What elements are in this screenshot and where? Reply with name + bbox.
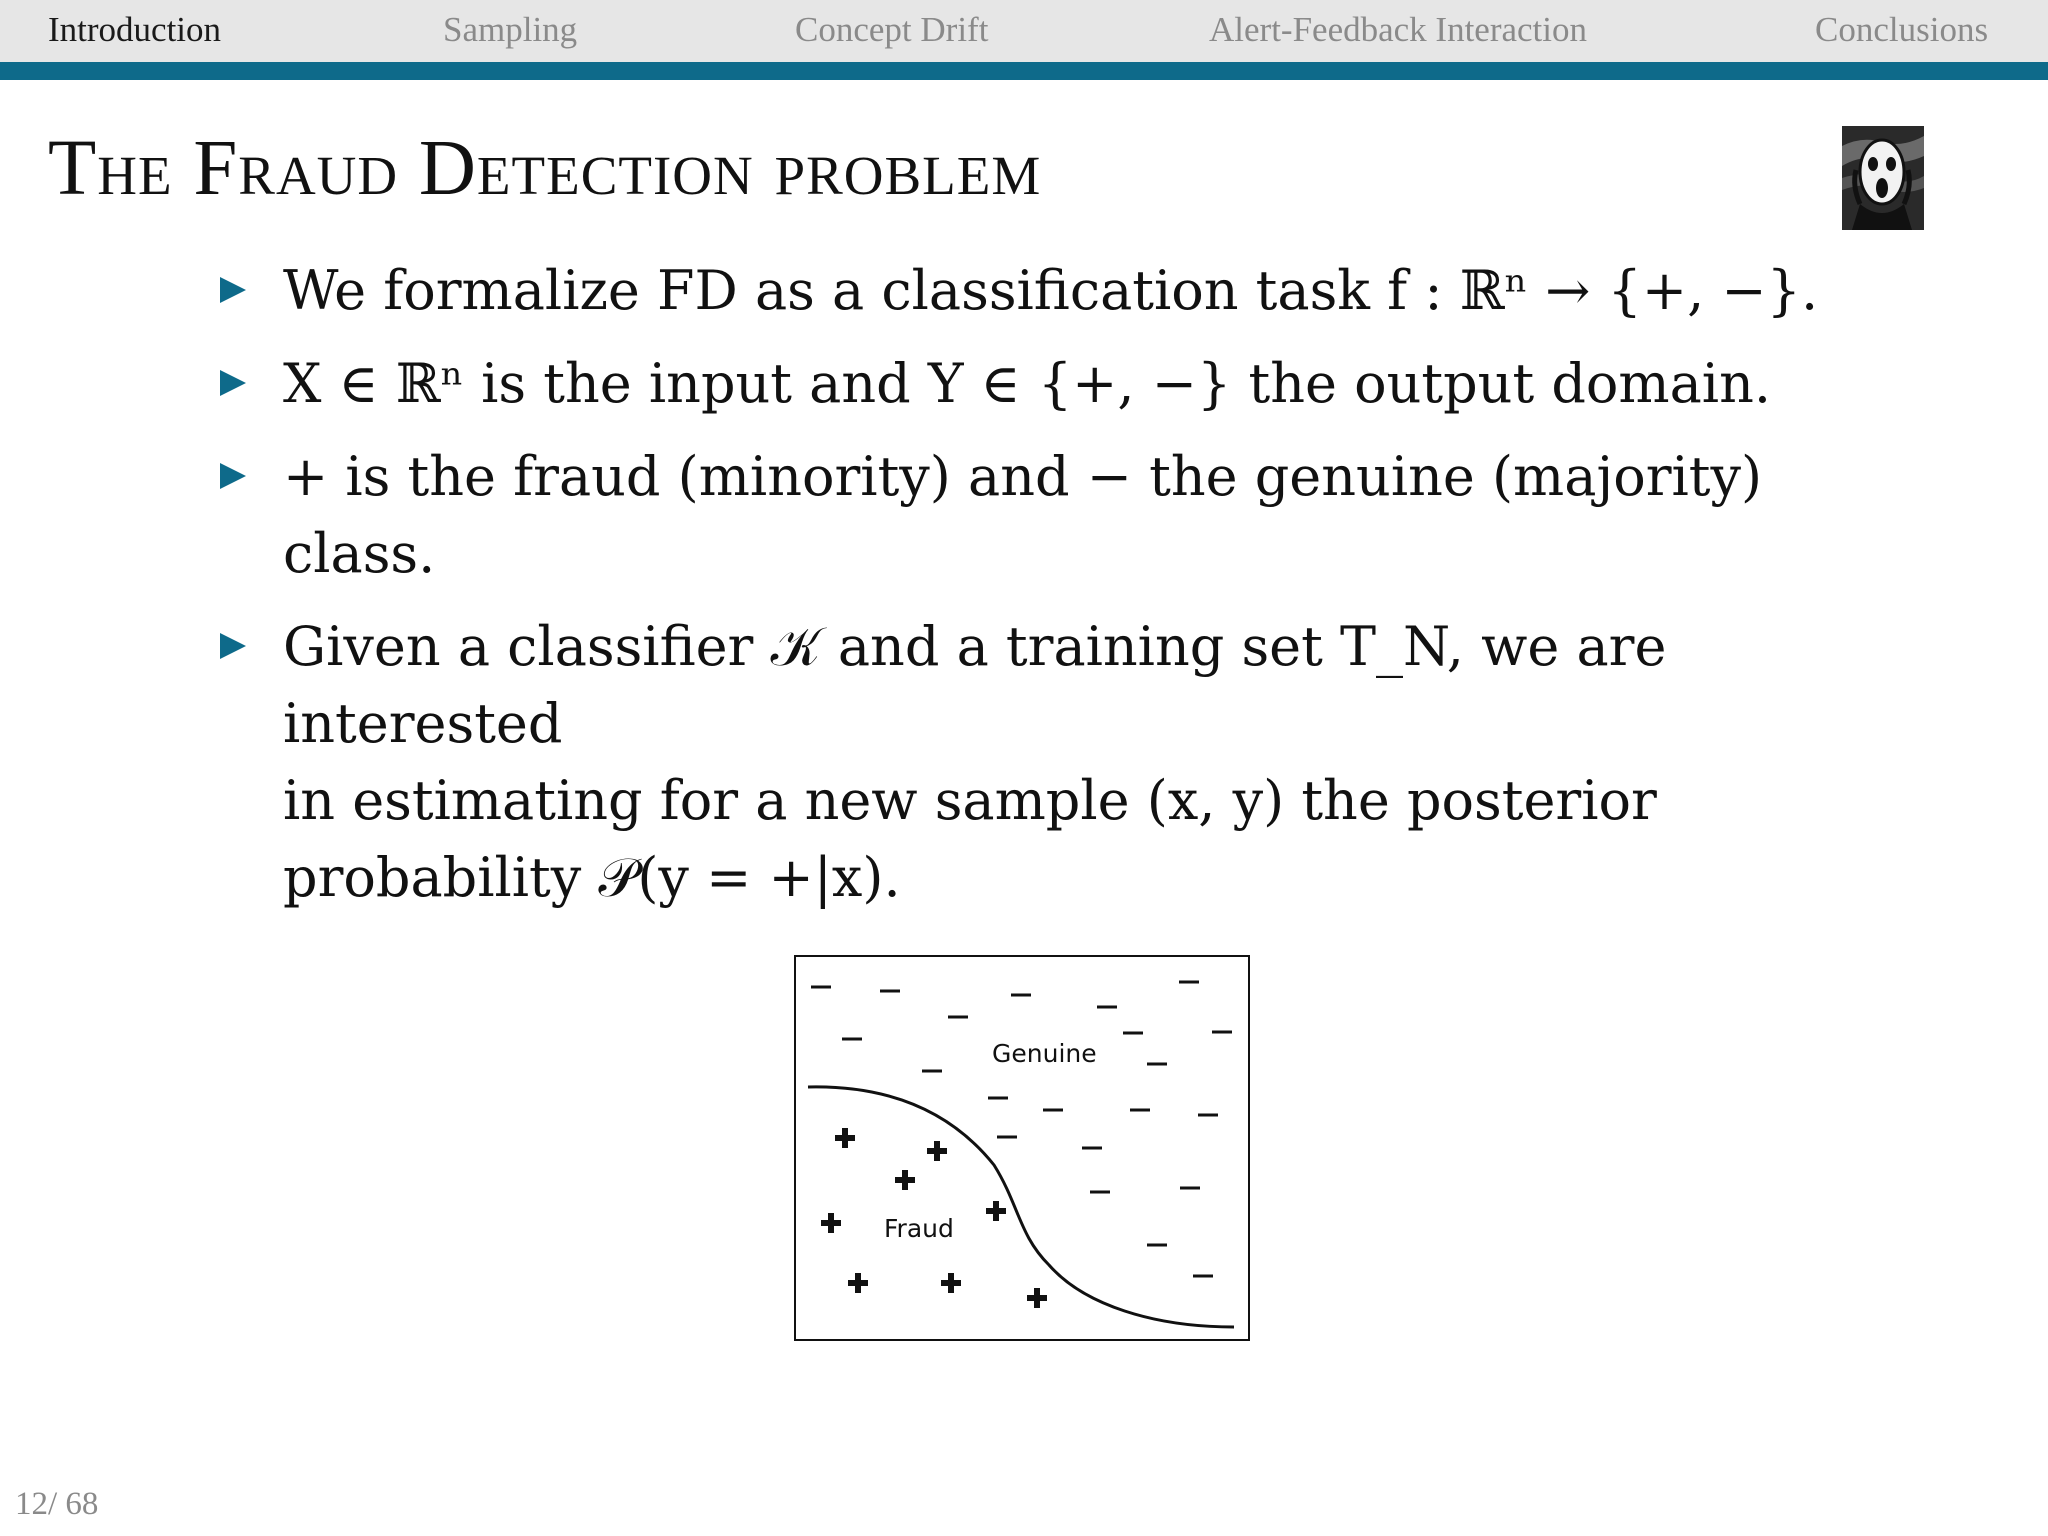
fraud-genuine-diagram (794, 955, 1250, 1341)
genuine-label: Genuine (992, 1039, 1097, 1068)
bullet-text: X ∈ ℝⁿ is the input and Y ∈ {+, −} the output domain. (283, 352, 1772, 415)
bullet-triangle-icon (220, 633, 246, 659)
nav-item-concept-drift[interactable]: Concept Drift (795, 10, 989, 49)
bullet-item (220, 345, 1900, 422)
slide-title: The Fraud Detection problem (48, 125, 1042, 212)
nav-item-alert-feedback-interaction[interactable]: Alert-Feedback Interaction (1209, 10, 1588, 49)
bullet-item (220, 608, 1900, 916)
nav-item-conclusions[interactable]: Conclusions (1815, 10, 1989, 49)
bullet-list (220, 252, 1900, 932)
bullet-item (220, 252, 1900, 329)
navbar-divider (0, 62, 2048, 80)
page-number: 12/ 68 (15, 1486, 99, 1522)
nav-item-introduction[interactable]: Introduction (48, 10, 222, 49)
bullet-text: + is the fraud (minority) and − the genuine (majority) class. (283, 445, 1763, 585)
scream-painting-icon (1842, 126, 1924, 230)
bullet-triangle-icon (220, 277, 246, 303)
section-navbar (0, 0, 2048, 62)
nav-item-sampling[interactable]: Sampling (443, 10, 578, 49)
bullet-triangle-icon (220, 463, 246, 489)
fraud-label: Fraud (884, 1214, 954, 1243)
bullet-item (220, 438, 1900, 592)
bullet-triangle-icon (220, 370, 246, 396)
bullet-text: Given a classifier 𝒦 and a training set T_N, we are interested in estimating for a new sample (x, y) the posterior probability 𝒫(y = +|x). (283, 615, 1667, 909)
bullet-text: We formalize FD as a classification task f : ℝⁿ → {+, −}. (283, 259, 1819, 322)
